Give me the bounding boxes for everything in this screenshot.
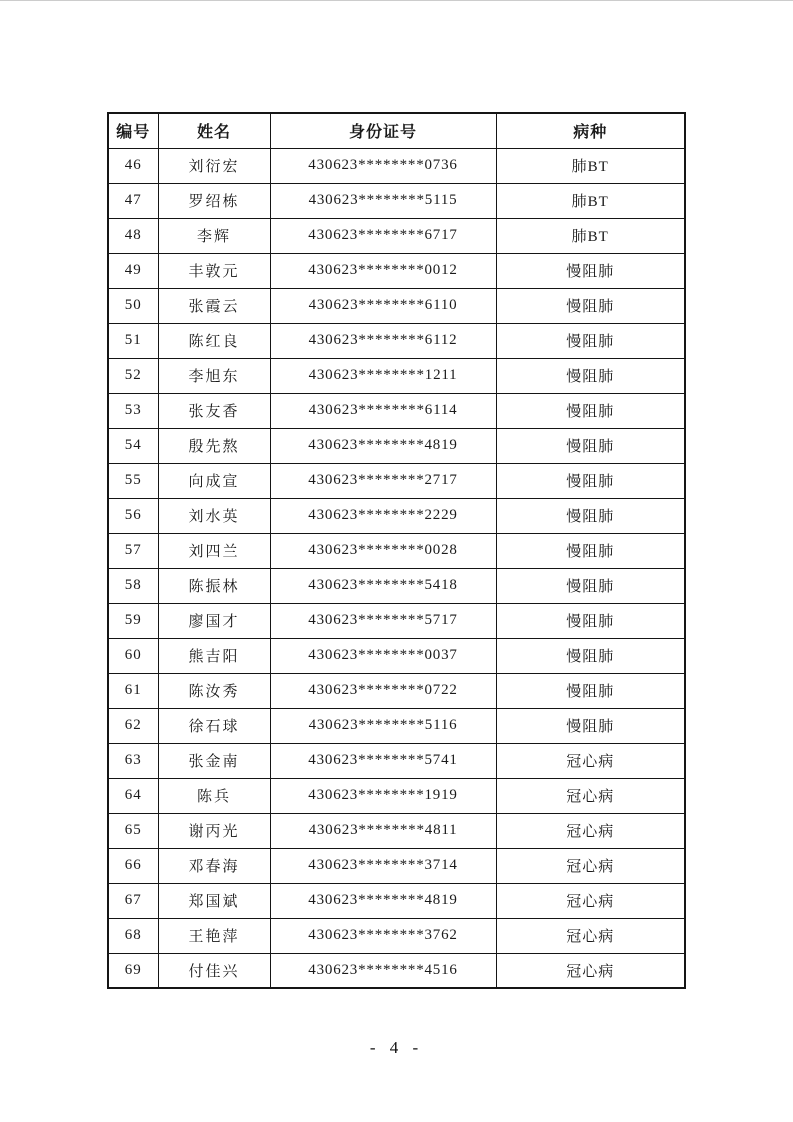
table-row [108,848,685,883]
id-number-cell: 430623********5115 [270,183,496,218]
row-number-cell: 49 [108,253,158,288]
table-row [108,428,685,463]
disease-type-cell: 慢阻肺 [496,568,685,603]
id-number-cell: 430623********4819 [270,883,496,918]
row-number-cell: 68 [108,918,158,953]
patient-name-cell: 陈汝秀 [158,673,270,708]
patient-name-cell: 丰敦元 [158,253,270,288]
row-number-cell: 66 [108,848,158,883]
table-row [108,813,685,848]
id-number-cell: 430623********6110 [270,288,496,323]
table-body [108,148,685,988]
table-row [108,568,685,603]
row-number-cell: 57 [108,533,158,568]
column-header-disease: 病种 [496,113,685,148]
page-number: - 4 - [369,1038,424,1057]
id-number-cell: 430623********6112 [270,323,496,358]
id-number-cell: 430623********1919 [270,778,496,813]
row-number-cell: 50 [108,288,158,323]
patient-name-cell: 李旭东 [158,358,270,393]
table-row [108,218,685,253]
patient-name-cell: 廖国才 [158,603,270,638]
disease-type-cell: 慢阻肺 [496,463,685,498]
id-number-cell: 430623********0012 [270,253,496,288]
patient-name-cell: 刘四兰 [158,533,270,568]
id-number-cell: 430623********5418 [270,568,496,603]
patient-name-cell: 李辉 [158,218,270,253]
table-row [108,393,685,428]
disease-type-cell: 慢阻肺 [496,603,685,638]
row-number-cell: 62 [108,708,158,743]
id-number-cell: 430623********4811 [270,813,496,848]
patient-name-cell: 殷先熬 [158,428,270,463]
table-row [108,603,685,638]
column-header-id: 身份证号 [270,113,496,148]
patient-name-cell: 张金南 [158,743,270,778]
patient-name-cell: 张友香 [158,393,270,428]
disease-type-cell: 慢阻肺 [496,638,685,673]
id-number-cell: 430623********0028 [270,533,496,568]
disease-type-cell: 冠心病 [496,883,685,918]
patient-name-cell: 熊吉阳 [158,638,270,673]
patient-name-cell: 罗绍栋 [158,183,270,218]
row-number-cell: 53 [108,393,158,428]
id-number-cell: 430623********2717 [270,463,496,498]
table-row [108,673,685,708]
patient-name-cell: 向成宣 [158,463,270,498]
disease-type-cell: 冠心病 [496,813,685,848]
table-header-row [108,113,685,148]
patient-name-cell: 陈振林 [158,568,270,603]
row-number-cell: 52 [108,358,158,393]
table-row [108,918,685,953]
page-top-edge [0,0,793,1]
disease-type-cell: 肺BT [496,218,685,253]
table-row [108,883,685,918]
id-number-cell: 430623********0037 [270,638,496,673]
id-number-cell: 430623********5116 [270,708,496,743]
id-number-cell: 430623********5741 [270,743,496,778]
disease-type-cell: 冠心病 [496,953,685,988]
row-number-cell: 56 [108,498,158,533]
disease-type-cell: 肺BT [496,183,685,218]
id-number-cell: 430623********3714 [270,848,496,883]
table-row [108,183,685,218]
id-number-cell: 430623********6114 [270,393,496,428]
disease-type-cell: 慢阻肺 [496,533,685,568]
disease-type-cell: 肺BT [496,148,685,183]
table-row [108,953,685,988]
table-row [108,498,685,533]
id-number-cell: 430623********4516 [270,953,496,988]
patient-roster-table [107,112,686,989]
patient-name-cell: 陈红良 [158,323,270,358]
row-number-cell: 51 [108,323,158,358]
row-number-cell: 46 [108,148,158,183]
table-row [108,463,685,498]
disease-type-cell: 慢阻肺 [496,428,685,463]
disease-type-cell: 慢阻肺 [496,498,685,533]
disease-type-cell: 慢阻肺 [496,708,685,743]
row-number-cell: 48 [108,218,158,253]
table-row [108,708,685,743]
disease-type-cell: 冠心病 [496,778,685,813]
table-row [108,638,685,673]
row-number-cell: 47 [108,183,158,218]
id-number-cell: 430623********3762 [270,918,496,953]
id-number-cell: 430623********0722 [270,673,496,708]
table-row [108,533,685,568]
table-row [108,743,685,778]
patient-name-cell: 刘衍宏 [158,148,270,183]
table-row [108,323,685,358]
id-number-cell: 430623********5717 [270,603,496,638]
patient-name-cell: 陈兵 [158,778,270,813]
disease-type-cell: 慢阻肺 [496,673,685,708]
id-number-cell: 430623********0736 [270,148,496,183]
disease-type-cell: 慢阻肺 [496,393,685,428]
disease-type-cell: 慢阻肺 [496,358,685,393]
id-number-cell: 430623********4819 [270,428,496,463]
disease-type-cell: 慢阻肺 [496,323,685,358]
disease-type-cell: 慢阻肺 [496,288,685,323]
id-number-cell: 430623********6717 [270,218,496,253]
patient-name-cell: 张霞云 [158,288,270,323]
column-header-name: 姓名 [158,113,270,148]
patient-name-cell: 付佳兴 [158,953,270,988]
patient-name-cell: 徐石球 [158,708,270,743]
table-row [108,288,685,323]
id-number-cell: 430623********1211 [270,358,496,393]
row-number-cell: 55 [108,463,158,498]
row-number-cell: 54 [108,428,158,463]
patient-name-cell: 谢丙光 [158,813,270,848]
table-row [108,358,685,393]
row-number-cell: 59 [108,603,158,638]
row-number-cell: 60 [108,638,158,673]
row-number-cell: 67 [108,883,158,918]
table-row [108,253,685,288]
table-row [108,778,685,813]
patient-name-cell: 刘水英 [158,498,270,533]
table-row [108,148,685,183]
patient-name-cell: 郑国斌 [158,883,270,918]
row-number-cell: 63 [108,743,158,778]
row-number-cell: 61 [108,673,158,708]
id-number-cell: 430623********2229 [270,498,496,533]
row-number-cell: 65 [108,813,158,848]
disease-type-cell: 冠心病 [496,918,685,953]
row-number-cell: 58 [108,568,158,603]
column-header-number: 编号 [108,113,158,148]
patient-name-cell: 邓春海 [158,848,270,883]
row-number-cell: 69 [108,953,158,988]
patient-name-cell: 王艳萍 [158,918,270,953]
disease-type-cell: 冠心病 [496,743,685,778]
row-number-cell: 64 [108,778,158,813]
disease-type-cell: 慢阻肺 [496,253,685,288]
disease-type-cell: 冠心病 [496,848,685,883]
